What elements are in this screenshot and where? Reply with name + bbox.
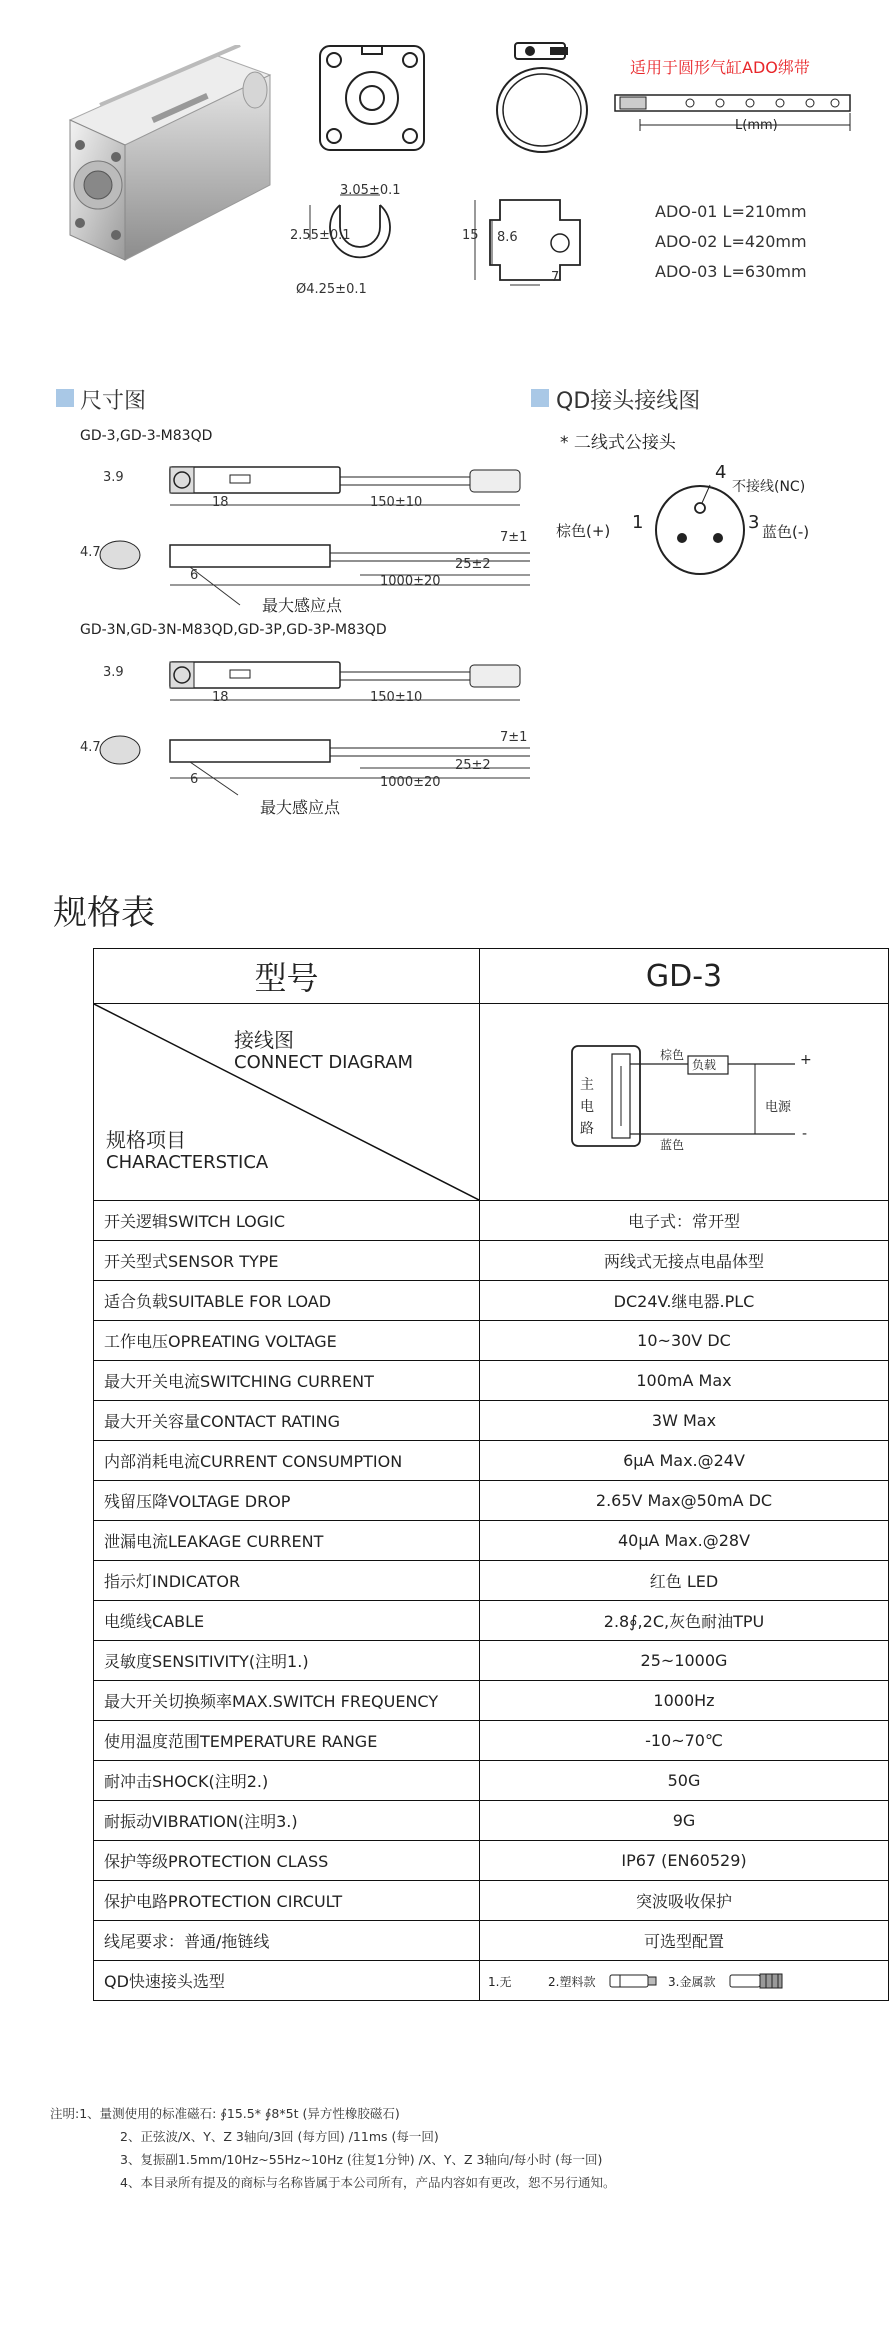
spec-label: 线尾要求：普通/拖链线 [94, 1921, 480, 1961]
circuit-power: 电源 [765, 1100, 792, 1115]
spec-label: 开关逻辑SWITCH LOGIC [94, 1201, 480, 1241]
qd-option-3: 3.金属款 [668, 1975, 716, 1989]
spec-row [94, 1201, 889, 1241]
spec-label: 保护电路PROTECTION CIRCULT [94, 1881, 480, 1921]
band-strap-drawing [610, 85, 860, 145]
spec-row [94, 1681, 889, 1721]
spec-row [94, 1521, 889, 1561]
spec-row [94, 1721, 889, 1761]
b-dim-25: 25±2 [455, 758, 491, 773]
spec-value: 10~30V DC [480, 1321, 889, 1361]
pin4-label: 不接线(NC) [732, 479, 806, 495]
circuit-main-3: 路 [580, 1121, 594, 1137]
circuit-brown: 棕色 [660, 1048, 685, 1062]
spec-value: IP67 (EN60529) [480, 1841, 889, 1881]
notes [50, 2102, 615, 2194]
spec-value: 100mA Max [480, 1361, 889, 1401]
spec-label: 灵敏度SENSITIVITY(注明1.) [94, 1641, 480, 1681]
spec-row [94, 1241, 889, 1281]
b-dim-18: 18 [212, 690, 229, 705]
flange-drawing [312, 38, 432, 158]
spec-value: 电子式：常开型 [480, 1201, 889, 1241]
spec-table [93, 948, 889, 2001]
b-dim-4-7: 4.7 [80, 740, 101, 755]
pin1-number: 1 [632, 512, 644, 533]
pin1-label: 棕色(+) [556, 522, 611, 540]
b-dim-6: 6 [190, 772, 199, 787]
model-b-label: GD-3N,GD-3N-M83QD,GD-3P,GD-3P-M83QD [80, 622, 387, 638]
dimension-section-title: 尺寸图 [80, 389, 147, 414]
a-dim-7: 7±1 [500, 530, 528, 545]
model-row [94, 949, 889, 1004]
spec-label: 内部消耗电流CURRENT CONSUMPTION [94, 1441, 480, 1481]
diagram-row [94, 1004, 889, 1201]
spec-label: 最大开关容量CONTACT RATING [94, 1401, 480, 1441]
qd-select-label: QD快速接头选型 [94, 1961, 480, 2001]
bracket-dim-7: 7 [551, 270, 560, 285]
a-dim-4-7: 4.7 [80, 545, 101, 560]
circuit-minus: - [802, 1126, 808, 1142]
spec-row [94, 1561, 889, 1601]
a-dim-18: 18 [212, 495, 229, 510]
qd-section-marker [531, 389, 549, 407]
plastic-connector-icon [608, 1971, 658, 1991]
b-dim-7: 7±1 [500, 730, 528, 745]
spec-row [94, 1321, 889, 1361]
spec-label: 保护等级PROTECTION CLASS [94, 1841, 480, 1881]
pin4-number: 4 [715, 462, 727, 483]
circuit-load: 负载 [692, 1058, 717, 1072]
spec-label: 指示灯INDICATOR [94, 1561, 480, 1601]
spec-value: 2.8∮,2C,灰色耐油TPU [480, 1601, 889, 1641]
qd-option-2: 2.塑料款 [548, 1975, 596, 1989]
spec-label: 耐振动VIBRATION(注明3.) [94, 1801, 480, 1841]
spec-label: 使用温度范围TEMPERATURE RANGE [94, 1721, 480, 1761]
note-line: 4、本目录所有提及的商标与名称皆属于本公司所有，产品内容如有更改，恕不另行通知。 [120, 2175, 616, 2190]
diagram-label-en: CONNECT DIAGRAM [234, 1052, 414, 1073]
circuit-blue: 蓝色 [660, 1138, 685, 1152]
spec-value: DC24V.继电器.PLC [480, 1281, 889, 1321]
spec-label: 电缆线CABLE [94, 1601, 480, 1641]
spec-row [94, 1761, 889, 1801]
b-dim-3-9: 3.9 [103, 665, 124, 680]
spec-value: -10~70℃ [480, 1721, 889, 1761]
qd-select-row [94, 1961, 889, 2001]
spec-label: 最大开关切换频率MAX.SWITCH FREQUENCY [94, 1681, 480, 1721]
spec-row [94, 1641, 889, 1681]
spec-row [94, 1441, 889, 1481]
item-label-cn: 规格项目 [106, 1128, 186, 1152]
metal-connector-icon [728, 1971, 786, 1991]
spec-value: 两线式无接点电晶体型 [480, 1241, 889, 1281]
dimension-drawing-b [60, 650, 540, 810]
b-dim-150: 150±10 [370, 690, 423, 705]
spec-row [94, 1921, 889, 1961]
spec-value: 2.65V Max@50mA DC [480, 1481, 889, 1521]
note-line: 注明:1、量测使用的标准磁石: ∮15.5* ∮8*5t (异方性橡胶磁石) [50, 2106, 400, 2121]
ado-model-03: ADO-03 L=630mm [655, 262, 807, 281]
band-title: 适用于圆形气缸ADO绑带 [630, 58, 810, 77]
spec-value: 3W Max [480, 1401, 889, 1441]
spec-label: 泄漏电流LEAKAGE CURRENT [94, 1521, 480, 1561]
model-a-label: GD-3,GD-3-M83QD [80, 428, 213, 444]
hole-dim-width: 3.05±0.1 [340, 183, 401, 198]
spec-row [94, 1881, 889, 1921]
spec-row [94, 1401, 889, 1441]
diagram-label-cn: 接线图 [234, 1028, 294, 1052]
pin3-number: 3 [748, 512, 760, 533]
model-value: GD-3 [480, 949, 889, 1004]
note-line: 2、正弦波/X、Y、Z 3轴向/3回 (每方回) /11ms (每一回) [120, 2129, 439, 2144]
circuit-main-2: 电 [580, 1099, 594, 1115]
a-dim-150: 150±10 [370, 495, 423, 510]
a-dim-25: 25±2 [455, 557, 491, 572]
spec-value: 50G [480, 1761, 889, 1801]
ado-model-01: ADO-01 L=210mm [655, 202, 807, 221]
a-dim-6: 6 [190, 568, 199, 583]
spec-value: 1000Hz [480, 1681, 889, 1721]
hole-dim-diameter: Ø4.25±0.1 [296, 282, 367, 297]
band-length-label: L(mm) [735, 118, 778, 133]
spec-row [94, 1361, 889, 1401]
dimension-section-marker [56, 389, 74, 407]
spec-label: 工作电压OPREATING VOLTAGE [94, 1321, 480, 1361]
spec-row [94, 1601, 889, 1641]
a-dim-3-9: 3.9 [103, 470, 124, 485]
spec-value: 突波吸收保护 [480, 1881, 889, 1921]
pin3-label: 蓝色(-) [762, 523, 810, 541]
bracket-dim-8-6: 8.6 [497, 230, 518, 245]
spec-row [94, 1841, 889, 1881]
spec-value: 9G [480, 1801, 889, 1841]
qd-subtitle: * 二线式公接头 [560, 433, 676, 453]
spec-label: 最大开关电流SWITCHING CURRENT [94, 1361, 480, 1401]
a-sensing-point: 最大感应点 [262, 596, 343, 615]
cylinder-product-image [40, 45, 290, 285]
spec-label: 残留压降VOLTAGE DROP [94, 1481, 480, 1521]
model-label: 型号 [94, 949, 480, 1004]
circuit-plus: + [800, 1052, 812, 1068]
spec-row [94, 1481, 889, 1521]
band-ring-drawing [490, 35, 600, 160]
ado-model-02: ADO-02 L=420mm [655, 232, 807, 251]
spec-value: 25~1000G [480, 1641, 889, 1681]
spec-label: 适合负载SUITABLE FOR LOAD [94, 1281, 480, 1321]
spec-row [94, 1281, 889, 1321]
spec-value: 可选型配置 [480, 1921, 889, 1961]
bracket-dim-15: 15 [462, 228, 479, 243]
spec-value: 40μA Max.@28V [480, 1521, 889, 1561]
spec-label: 耐冲击SHOCK(注明2.) [94, 1761, 480, 1801]
bracket-drawing [470, 195, 600, 290]
qd-option-1: 1.无 [488, 1975, 512, 1989]
spec-value: 红色 LED [480, 1561, 889, 1601]
circuit-main-1: 主 [580, 1077, 594, 1093]
item-label-en: CHARACTERSTICA [106, 1152, 269, 1173]
hole-dim-depth: 2.55±0.1 [290, 228, 351, 243]
note-line: 3、复振副1.5mm/10Hz~55Hz~10Hz (往复1分钟) /X、Y、Z 3轴向/每小时 (每一回) [120, 2152, 603, 2167]
spec-label: 开关型式SENSOR TYPE [94, 1241, 480, 1281]
qd-section-title: QD接头接线图 [556, 389, 701, 414]
spec-value: 6μA Max.@24V [480, 1441, 889, 1481]
qd-select-options [480, 1961, 889, 2001]
diagram-header-cell [94, 1004, 480, 1201]
b-dim-1000: 1000±20 [380, 775, 441, 790]
spec-title: 规格表 [53, 893, 155, 933]
spec-row [94, 1801, 889, 1841]
circuit-diagram-cell [480, 1004, 889, 1201]
b-sensing-point: 最大感应点 [260, 798, 341, 817]
a-dim-1000: 1000±20 [380, 574, 441, 589]
